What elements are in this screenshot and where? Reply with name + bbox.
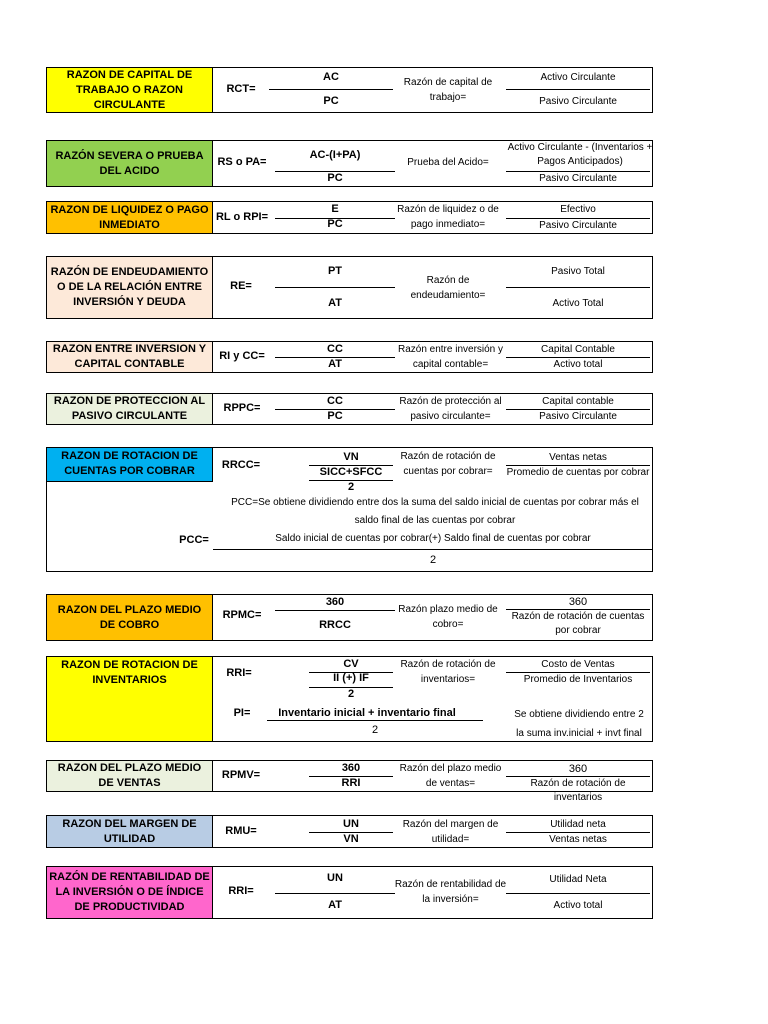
sub-numerator: Inventario inicial + inventario final <box>278 707 456 719</box>
numerator: PT <box>327 265 343 277</box>
ratio-block-rri-return <box>46 866 653 919</box>
ratio-block-rrcc <box>46 447 653 572</box>
equation-denominator: Pasivo Circulante <box>539 96 617 107</box>
equation-line <box>506 89 650 90</box>
ratio-code: RPMC= <box>222 609 262 621</box>
denominator: II (+) IF <box>333 672 369 684</box>
equation-denominator: Promedio de Inventarios <box>523 674 633 685</box>
ratio-title: RAZON DE ROTACION DE CUENTAS POR COBRAR <box>47 448 213 482</box>
numerator: 360 <box>341 762 361 774</box>
numerator: UN <box>327 872 343 884</box>
equation-numerator: Costo de Ventas <box>541 659 615 670</box>
numerator: CV <box>343 658 359 670</box>
ratio-block-rspa <box>46 140 653 187</box>
denominator: PC <box>327 218 343 230</box>
fraction-line <box>275 610 395 611</box>
equation-numerator: Capital Contable <box>541 344 615 355</box>
equation-line <box>506 893 650 894</box>
numerator: E <box>331 203 339 215</box>
ratio-code: RL o RPI= <box>215 211 269 223</box>
denominator: AT <box>328 899 342 911</box>
equation-denominator: Pasivo Circulante <box>539 411 617 422</box>
equation-denominator: Razón de rotación de cuentas por cobrar <box>511 611 645 636</box>
denominator: AT <box>328 358 342 370</box>
ratio-block-rlrpi <box>46 201 653 234</box>
ratio-title: RAZON DE ROTACION DE INVENTARIOS <box>47 657 213 741</box>
ratio-description: Razón de liquidez o de pago inmediato= <box>397 204 499 230</box>
ratio-title: RAZON ENTRE INVERSION Y CAPITAL CONTABLE <box>47 342 213 372</box>
fraction-line <box>269 89 393 90</box>
ratio-code: RE= <box>230 280 252 292</box>
ratio-description: Razón del margen de utilidad= <box>402 819 499 845</box>
ratio-block-ricc <box>46 341 653 373</box>
equation-denominator: Ventas netas <box>549 834 607 845</box>
ratio-code: RPMV= <box>221 769 261 781</box>
ratio-code: RRI= <box>226 667 252 679</box>
numerator: CC <box>327 343 343 355</box>
ratio-code: RRI= <box>228 885 254 897</box>
ratio-description: Razón plazo medio de cobro= <box>398 604 498 630</box>
ratio-title: RAZON DEL MARGEN DE UTILIDAD <box>47 816 213 847</box>
equation-numerator: Efectivo <box>560 204 596 215</box>
ratio-title: RAZÓN DE RENTABILIDAD DE LA INVERSIÓN O DE ÍNDICE DE PRODUCTIVIDAD <box>47 867 213 918</box>
ratio-block-rppc <box>46 393 653 425</box>
equation-numerator: Activo Circulante <box>540 72 616 83</box>
equation-denominator: Activo total <box>553 900 603 911</box>
denominator: AT <box>328 297 342 309</box>
equation-denominator: Pasivo Circulante <box>539 220 617 231</box>
sub-fraction-line <box>213 549 653 550</box>
ratio-code: RCT= <box>226 83 256 95</box>
equation-numerator: Activo Circulante - (Inventarios + Pagos Anticipados) <box>507 142 653 167</box>
fraction-line <box>275 287 395 288</box>
ratio-code: RI y CC= <box>219 350 265 362</box>
numerator: AC <box>323 71 339 83</box>
ratio-title: RAZÓN SEVERA O PRUEBA DEL ACIDO <box>47 141 213 186</box>
equation-denominator: Activo Total <box>552 298 604 309</box>
equation-denominator: Razón de rotación de inventarios <box>530 778 626 803</box>
sub-numerator: Saldo inicial de cuentas por cobrar(+) Saldo final de cuentas por cobrar <box>275 533 591 544</box>
equation-denominator: Activo total <box>553 359 603 370</box>
denominator: RRI <box>341 777 361 789</box>
equation-numerator: Utilidad neta <box>550 819 606 830</box>
numerator: AC-(I+PA) <box>309 149 361 161</box>
ratio-description: Razón de protección al pasivo circulante= <box>399 396 502 422</box>
ratio-description: Razón de rentabilidad de la inversión= <box>394 879 507 905</box>
ratio-code: RPPC= <box>223 402 261 414</box>
ratio-title: RAZON DEL PLAZO MEDIO DE COBRO <box>47 595 213 640</box>
equation-numerator: Ventas netas <box>549 452 607 463</box>
numerator: UN <box>343 818 359 830</box>
equation-numerator: 360 <box>568 763 588 775</box>
equation-denominator: Pasivo Circulante <box>539 173 617 184</box>
equation-line <box>506 287 650 288</box>
equation-numerator: Capital contable <box>542 396 614 407</box>
ratio-description: Razón de endeudamiento= <box>410 275 486 301</box>
denominator: PC <box>327 172 343 184</box>
ratio-description: Razón de capital de trabajo= <box>403 77 493 103</box>
pcc-explanation: PCC=Se obtiene dividiendo entre dos la suma del saldo inicial de cuentas por cobrar más el saldo final de las cuentas por cobrar <box>231 497 639 526</box>
equation-numerator: Pasivo Total <box>551 266 605 277</box>
denominator: PC <box>323 95 339 107</box>
ratio-code: RRCC= <box>221 459 261 471</box>
denominator: VN <box>343 833 359 845</box>
numerator: 360 <box>325 596 345 608</box>
ratio-title: RAZON DEL PLAZO MEDIO DE VENTAS <box>47 761 213 791</box>
ratio-block-rpmc <box>46 594 653 641</box>
numerator: CC <box>327 395 343 407</box>
equation-numerator: 360 <box>568 596 588 608</box>
ratio-description: Prueba del Acido= <box>407 157 489 168</box>
sub-denominator: 2 <box>429 554 437 566</box>
ratio-title: RAZON DE CAPITAL DE TRABAJO O RAZON CIRCULANTE <box>47 68 213 112</box>
ratio-title: RAZON DE LIQUIDEZ O PAGO INMEDIATO <box>47 202 213 233</box>
ratio-description: Razón de rotación de cuentas por cobrar= <box>400 451 496 477</box>
equation-denominator: Promedio de cuentas por cobrar <box>506 467 650 478</box>
ratio-code: RMU= <box>225 825 257 837</box>
ratio-description: Razón de rotación de inventarios= <box>400 659 496 685</box>
ratio-description: Razón del plazo medio de ventas= <box>399 763 502 789</box>
ratio-block-rpmv <box>46 760 653 803</box>
sub-code: PI= <box>233 707 251 719</box>
numerator: VN <box>343 451 359 463</box>
sub-denominator: 2 <box>371 724 379 736</box>
denominator-divisor: 2 <box>347 688 355 700</box>
ratio-block-rct <box>46 67 653 113</box>
ratio-block-re <box>46 256 653 319</box>
ratio-block-rmu <box>46 815 653 848</box>
denominator: RRCC <box>319 619 351 631</box>
denominator-divisor: 2 <box>347 481 355 493</box>
ratio-title: RAZON DE PROTECCION AL PASIVO CIRCULANTE <box>47 394 213 424</box>
ratio-description: Razón entre inversión y capital contable= <box>397 344 504 370</box>
sub-code: PCC= <box>179 534 209 546</box>
denominator: SICC+SFCC <box>319 466 383 478</box>
ratio-code: RS o PA= <box>217 156 267 168</box>
inventory-explanation: Se obtiene dividiendo entre 2 la suma inv.inicial + invt final <box>514 709 644 739</box>
ratio-block-rri-inventory <box>46 656 653 742</box>
denominator: PC <box>327 410 343 422</box>
fraction-line <box>275 893 395 894</box>
ratio-title: RAZÓN DE ENDEUDAMIENTO O DE LA RELACIÓN ENTRE INVERSIÓN Y DEUDA <box>47 257 213 318</box>
equation-numerator: Utilidad Neta <box>549 874 607 885</box>
